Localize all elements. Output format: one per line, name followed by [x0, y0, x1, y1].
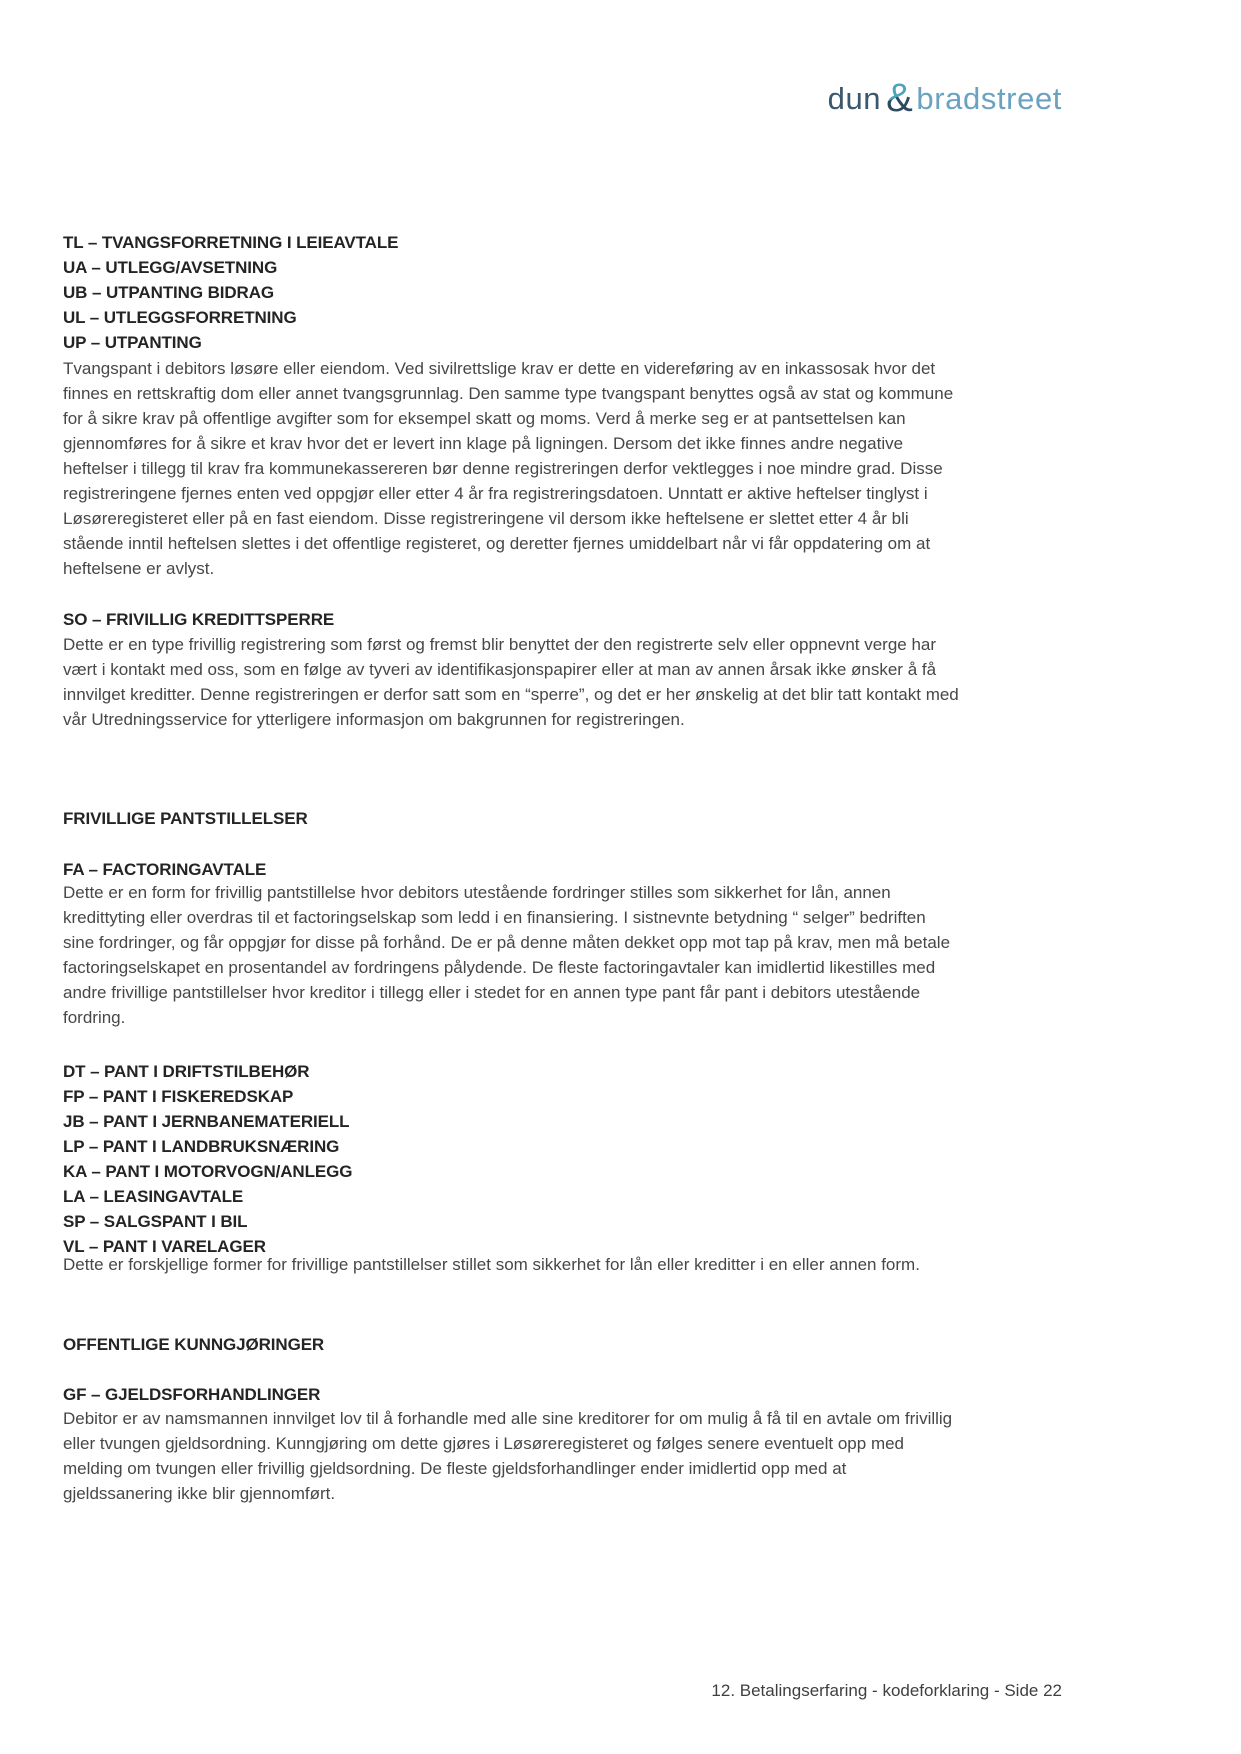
paragraph-factoringavtale: Dette er en form for frivillig pantstillelse hvor debitors utestående fordringer stilles som sikkerhet for lån, annen kredittyting eller overdras til et factoringselskap som ledd i en finansiering. I sistnevnte betydning “ selger” bedriften sine fordringer, og får oppgjør for disse på forhånd. De er på denne måten dekket opp mot tap på krav, men må betale factoringselskapet en prosentandel av fordringens pålydende. De fleste factoringavtaler kan imidlertid likestilles med andre frivillige pantstillelser hvor kreditor i tillegg eller i stedet for en annen type pant får pant i debitors utestående fordring. — [63, 883, 951, 1027]
code-line-up: UP – UTPANTING — [63, 333, 202, 352]
page-footer — [711, 1681, 1062, 1701]
code-line-ua: UA – UTLEGG/AVSETNING — [63, 258, 278, 277]
code-line-ub: UB – UTPANTING BIDRAG — [63, 283, 275, 302]
code-line-ul: UL – UTLEGGSFORRETNING — [63, 308, 297, 327]
paragraph-kredittsperre: Dette er en type frivillig registrering som først og fremst blir benyttet der den registrerte selv eller oppnevnt verge har vært i kontakt med oss, som en følge av tyveri av identifikasjonspapirer eller at man av annen årsak ikke ønsker å få innvilget kreditter. Denne registreringen er derfor satt som en “sperre”, og det er her ønskelig at det blir tatt kontakt med vår Utredningsservice for ytterligere informasjon om bakgrunnen for registreringen. — [63, 635, 959, 729]
logo-ampersand-icon: & — [886, 76, 914, 120]
code-line-dt: DT – PANT I DRIFTSTILBEHØR — [63, 1062, 310, 1081]
code-list-tvangsforretninger — [63, 230, 960, 355]
heading-gf-gjeldsforhandlinger: GF – GJELDSFORHANDLINGER — [63, 1385, 321, 1404]
code-line-tl: TL – TVANGSFORRETNING I LEIEAVTALE — [63, 233, 399, 252]
code-line-vl: VL – PANT I VARELAGER — [63, 1237, 266, 1256]
heading-so-frivillig-kredittsperre: SO – FRIVILLIG KREDITTSPERRE — [63, 610, 335, 629]
code-line-fp: FP – PANT I FISKEREDSKAP — [63, 1087, 294, 1106]
section-heading-offentlige-kunngjoringer: OFFENTLIGE KUNNGJØRINGER — [63, 1335, 325, 1354]
logo-text-dun: dun — [827, 81, 882, 116]
paragraph-tvangspant: Tvangspant i debitors løsøre eller eiendom. Ved sivilrettslige krav er dette en videreføring av en inkassosak hvor det finnes en rettskraftig dom eller annet tvangsgrunnlag. Den samme type tvangspant benyttes også av stat og kommune for å sikre krav på offentlige avgifter som for eksempel skatt og moms. Verd å merke seg er at pantsettelsen kan gjennomføres for å sikre et krav hvor det er levert inn klage på ligningen. Dersom det ikke finnes andre negative heftelser i tillegg til krav fra kommunekassereren bør denne registreringen derfor vektlegges i noe mindre grad. Disse registreringene fjernes enten ved oppgjør eller etter 4 år fra registreringsdatoen. Unntatt er aktive heftelser tinglyst i Løsøreregisteret eller på en fast eiendom. Disse registreringene vil dersom ikke heftelsene er slettet etter 4 år bli stående inntil heftelsen slettes i det offentlige registeret, og deretter fjernes umiddelbart når vi får oppdatering om at heftelsene er avlyst. — [63, 359, 954, 578]
code-line-lp: LP – PANT I LANDBRUKSNÆRING — [63, 1137, 340, 1156]
logo-text-bradstreet: bradstreet — [916, 81, 1062, 116]
code-line-ka: KA – PANT I MOTORVOGN/ANLEGG — [63, 1162, 353, 1181]
code-line-la: LA – LEASINGAVTALE — [63, 1187, 244, 1206]
heading-fa-factoringavtale: FA – FACTORINGAVTALE — [63, 860, 267, 879]
section-heading-frivillige-pantstillelser: FRIVILLIGE PANTSTILLELSER — [63, 809, 308, 828]
paragraph-gjeldsforhandlinger: Debitor er av namsmannen innvilget lov til å forhandle med alle sine kreditorer for om mulig å få til en avtale om frivillig eller tvungen gjeldsordning. Kunngjøring om dette gjøres i Løsøreregisteret og følges senere eventuelt opp med melding om tvungen eller frivillig gjeldsordning. De fleste gjeldsforhandlinger ender imidlertid opp med at gjeldssanering ikke blir gjennomført. — [63, 1409, 953, 1503]
paragraph-pantstillelser: Dette er forskjellige former for frivillige pantstillelser stillet som sikkerhet for lån eller kreditter i en eller annen form. — [63, 1255, 920, 1274]
footer-text: 12. Betalingserfaring - kodeforklaring - Side 22 — [711, 1681, 1062, 1700]
code-list-pantstillelser — [63, 1059, 960, 1259]
code-line-sp: SP – SALGSPANT I BIL — [63, 1212, 248, 1231]
code-line-jb: JB – PANT I JERNBANEMATERIELL — [63, 1112, 350, 1131]
dun-bradstreet-logo — [827, 76, 1062, 120]
